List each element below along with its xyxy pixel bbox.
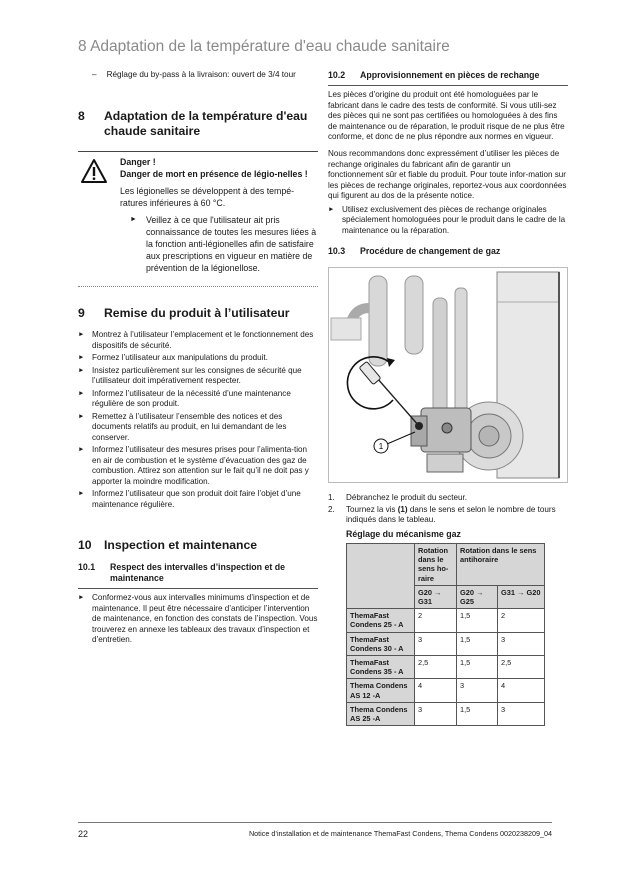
left-column [78,70,318,648]
table-corner [347,543,415,608]
section-8-number: 8 [78,109,85,124]
warning-triangle-icon [80,158,108,184]
list-item: ► Utilisez exclusivement des pièces de rechange originales spécialement homologuées pour le produit dans le cadre de la maintenance ou la réparation. [328,204,566,235]
section-10-2-title: Approvisionnement en pièces de rechange [360,70,540,80]
section-9-number: 9 [78,306,85,321]
section-10-2-heading [328,70,568,86]
bypass-note-text: Réglage du by-pass à la livraison: ouvert de 3/4 tour [106,70,296,79]
danger-bullet-list [130,214,318,274]
section-10-3-title: Procédure de changement de gaz [360,246,501,257]
step-text: Tournez la vis (1) dans le sens et selon le nombre de tours indiqués dans le tableau. [346,504,556,525]
section-10-3-heading [328,246,568,261]
header-clockwise: Rotation dans le sens ho-raire [415,543,457,585]
step-number: 1. [328,493,335,503]
gas-settings-table [346,543,545,726]
bullet-arrow-icon: ► [78,389,85,397]
section-10-2-number: 10.2 [328,70,346,80]
section-10-title: Inspection et maintenance [104,538,258,553]
section-10-3-number: 10.3 [328,246,346,257]
callout-1-label: 1 [378,442,384,452]
step-item [328,505,568,526]
subheader: G20 → G31 [415,585,457,608]
list-item: ► Montrez à l’utilisateur l’emplacement et le fonctionnement des dispositifs de sécurité. [78,330,314,350]
section-10-1-heading [78,562,318,589]
paragraph: Nous recommandons donc expressément d’utiliser les pièces de rechange originales du fabricant afin de garantir un fonctionnement sûr et fiable du produit. Pour toute infor-mation sur les pièces de rechange originales, reportez-vous aux coordonnées qui figurent au dos de la présente notice. [328,148,567,201]
subheader: G20 → G25 [457,585,498,608]
page-footer [78,822,552,839]
danger-subtitle: Danger de mort en présence de légio-nelles ! [120,169,308,180]
section-10-1-title: Respect des intervalles d’inspection et de maintenance [110,562,286,584]
bullet-arrow-icon: ► [130,216,137,224]
danger-label: Danger ! [120,157,156,168]
footer-text: Notice d’installation et de maintenance ThemaFast Condens, Thema Condens 0020238209_04 [248,829,552,838]
step-item [328,493,568,504]
table-title: Réglage du mécanisme gaz [346,528,461,539]
bullet-arrow-icon: ► [78,354,85,362]
bypass-note [92,70,318,80]
running-header: 8 Adaptation de la température d'eau chaude sanitaire [78,38,450,55]
paragraph: Les pièces d’origine du produit ont été homologuées par le fabricant dans le cadre des tests de conformité. Si vous utili-sez des pièces qui ne sont pas certifiées ou homologuées à des fins de maintenance ou de réparation, le produit risque de ne plus être conforme, et donc de ne plus répondre aux normes en vigueur. [328,90,565,142]
section-10-number: 10 [78,538,92,553]
section-9-bullet-list [78,330,318,510]
dash: – [92,70,97,79]
bullet-arrow-icon: ► [78,366,85,374]
table-row: ThemaFast Condens 25 - A 2 1,5 2 [347,609,545,632]
section-10-1-bullet-list [78,593,318,646]
section-9-heading [78,306,318,321]
list-item: ► Informez l’utilisateur des mesures prises pour l’alimenta-tion en air de combustion et le système d’évacuation des gaz de combustion. Attirez son attention sur le fait qu’il ne doit pas y apporter la moindre modification. [78,445,309,486]
list-item: ► Remettez à l’utilisateur l’ensemble des notices et des documents relatifs au produit, en lui demandant de les conserver. [78,411,287,442]
step-text: Débranchez le produit du secteur. [346,493,468,503]
subheader: G31 → G20 [498,585,545,608]
page-number: 22 [78,829,89,839]
list-item: ► Formez l’utilisateur aux manipulations du produit. [78,353,268,363]
list-item: ► Insistez particulièrement sur les consignes de sécurité que l’utilisateur doit impérativement respecter. [78,365,302,386]
table-row: Thema Condens AS 25 -A 3 1,5 3 [347,702,545,725]
table-row: ThemaFast Condens 35 - A 2,5 1,5 2,5 [347,655,545,678]
bullet-arrow-icon: ► [328,205,335,213]
gas-change-steps [328,493,568,526]
header-counterclockwise: Rotation dans le sens antihoraire [457,543,545,585]
bullet-arrow-icon: ► [78,331,85,339]
gas-valve-figure [328,267,568,483]
bullet-arrow-icon: ► [78,412,85,420]
table-row: ThemaFast Condens 30 - A 3 1,5 3 [347,632,545,655]
danger-text: Les légionelles se développent à des tempé-ratures inférieures à 60 °C. [120,186,295,209]
step-number: 2. [328,504,335,514]
gas-valve-illustration [329,268,567,482]
section-10-1-number: 10.1 [78,562,96,573]
bullet-arrow-icon: ► [78,446,85,454]
section-10-2-bullet-list [328,205,568,237]
section-10-heading [78,538,318,553]
right-column [328,70,568,726]
bullet-arrow-icon: ► [78,594,85,602]
section-9-title: Remise du produit à l’utilisateur [104,306,290,321]
section-8-heading [78,109,318,139]
bullet-arrow-icon: ► [78,490,85,498]
danger-warning-box [78,151,318,287]
list-item: ► Informez l’utilisateur que son produit doit faire l’objet d’une maintenance régulière. [78,489,301,509]
table-row: Thema Condens AS 12 -A 4 3 4 [347,679,545,702]
section-8-title: Adaptation de la température d'eau chaude sanitaire [104,109,308,139]
list-item: ► Informez l’utilisateur de la nécessité d’une maintenance régulière de son produit. [78,388,291,409]
list-item: ► Veillez à ce que l'utilisateur ait pris connaissance de toutes les mesures liées à la fonction anti-légionelles afin de satisfaire aux prescriptions en vigueur en matière de prévention de la légionellose. [130,215,317,274]
list-item: ► Conformez-vous aux intervalles minimums d’inspection et de maintenance. Il peut être nécessaire d’anticiper l’intervention de maintenance, en fonction des constats de l’inspection. Vous trouverez en annexe les tableaux des travaux d’inspection et d’entretien. [78,593,318,645]
